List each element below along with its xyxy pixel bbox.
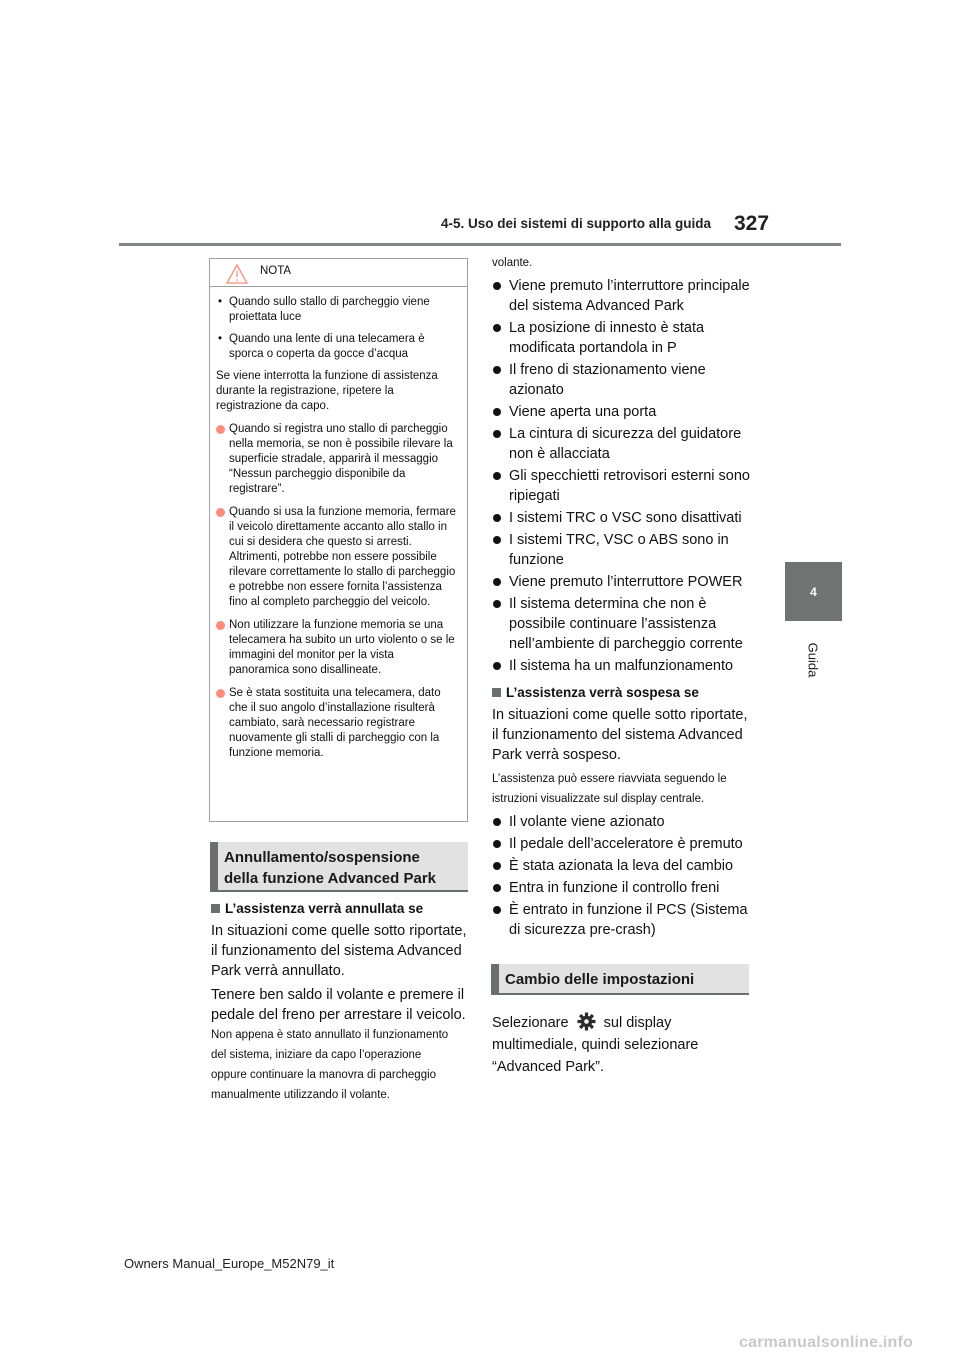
note-header xyxy=(210,259,467,287)
settings-instruction: Selezionare sul display multimediale, quindi selezionare “Advanced Park”. xyxy=(492,1012,746,1078)
list-item: Gli specchietti retrovisori esterni sono ripiegati xyxy=(492,466,754,506)
list-item: È entrato in funzione il PCS (Sistema di sicurezza pre-crash) xyxy=(492,900,754,940)
list-item: La posizione di innesto è stata modificata portandola in P xyxy=(492,318,754,358)
cancel-text-1: In situazioni come quelle sotto riportate, il funzionamento del sistema Advanced Park verrà annullato. xyxy=(211,923,467,979)
section-heading-cancel: Annullamento/sospensione della funzione Advanced Park xyxy=(210,842,468,892)
list-item: Viene aperta una porta xyxy=(492,402,754,422)
square-bullet-icon xyxy=(492,688,501,697)
subheading-cancel: L’assistenza verrà annullata se xyxy=(211,901,423,916)
list-item: Entra in funzione il controllo freni xyxy=(492,878,754,898)
cancel-conditions-list xyxy=(492,276,754,678)
list-item: I sistemi TRC o VSC sono disattivati xyxy=(492,508,754,528)
cancel-text-2: Tenere ben saldo il volante e premere il pedale del freno per arrestare il veicolo. xyxy=(211,987,466,1023)
list-item: Il sistema determina che non è possibile continuare l’assistenza nell’ambiente di parcheggio corrente xyxy=(492,594,754,654)
square-bullet-icon xyxy=(211,904,220,913)
note-bullet: • Quando una lente di una telecamera è sporca o coperta da gocce d’acqua xyxy=(218,333,425,360)
list-item: Il sistema ha un malfunzionamento xyxy=(492,656,754,676)
note-box xyxy=(209,258,468,822)
suspend-conditions-list xyxy=(492,812,754,942)
note-bullet: • Quando sullo stallo di parcheggio viene proiettata luce xyxy=(218,296,430,323)
chapter-label: Guida xyxy=(805,642,821,678)
cancel-small-text: Non appena è stato annullato il funzionamento del sistema, iniziare da capo l’operazione oppure continuare la manovra di parcheggio manualmente utilizzando il volante. xyxy=(211,1029,449,1101)
note-point: Se è stata sostituita una telecamera, dato che il suo angolo d’installazione risulterà cambiato, sarà necessario registrare nuovamente gli stalli di parcheggio con la funzione memoria. xyxy=(216,686,457,761)
note-point: Non utilizzare la funzione memoria se una telecamera ha subito un urto violento o se le immagini del monitor per la vista panoramica sono disallineate. xyxy=(216,618,457,678)
chapter-tab xyxy=(785,562,842,621)
gear-icon xyxy=(577,1012,596,1031)
section-title: 4-5. Uso dei sistemi di supporto alla guida xyxy=(441,216,712,231)
manual-id: Owners Manual_Europe_M52N79_it xyxy=(124,1256,335,1271)
list-item: I sistemi TRC, VSC o ABS sono in funzione xyxy=(492,530,754,570)
list-item: Il volante viene azionato xyxy=(492,812,754,832)
list-item: È stata azionata la leva del cambio xyxy=(492,856,754,876)
section-heading-settings: Cambio delle impostazioni xyxy=(491,964,749,995)
cancel-small-text-continued: volante. xyxy=(492,257,533,269)
note-title: NOTA xyxy=(260,265,292,277)
suspend-text: In situazioni come quelle sotto riportate, il funzionamento del sistema Advanced Park verrà sospeso. xyxy=(492,707,748,763)
list-item: La cintura di sicurezza del guidatore non è allacciata xyxy=(492,424,754,464)
list-item: Il freno di stazionamento viene azionato xyxy=(492,360,754,400)
watermark: carmanualsonline.info xyxy=(739,1334,914,1351)
list-item: Viene premuto l’interruttore principale del sistema Advanced Park xyxy=(492,276,754,316)
list-item: Il pedale dell’acceleratore è premuto xyxy=(492,834,754,854)
warning-icon xyxy=(226,264,248,284)
page-number: 327 xyxy=(734,212,770,235)
note-point: Quando si usa la funzione memoria, fermare il veicolo direttamente accanto allo stallo in cui si desidera che questo si arresti. Altrimenti, potrebbe non essere possibile rilevare correttamente lo stallo di parcheggio e potrebbe non essere fornita l’assistenza fino al completo parcheggio del veicolo. xyxy=(216,505,457,610)
note-point: Quando si registra uno stallo di parcheggio nella memoria, se non è possibile rilevare la superficie stradale, apparirà il messaggio “Nessun parcheggio disponibile da registrare”. xyxy=(216,422,457,497)
suspend-small-text: L’assistenza può essere riavviata seguendo le istruzioni visualizzate sul display centrale. xyxy=(492,773,727,805)
subheading-suspend: L’assistenza verrà sospesa se xyxy=(492,685,699,700)
chapter-number: 4 xyxy=(810,584,817,599)
note-paragraph: Se viene interrotta la funzione di assistenza durante la registrazione, ripetere la registrazione da capo. xyxy=(216,370,438,412)
list-item: Viene premuto l’interruttore POWER xyxy=(492,572,754,592)
header-divider xyxy=(119,243,841,246)
